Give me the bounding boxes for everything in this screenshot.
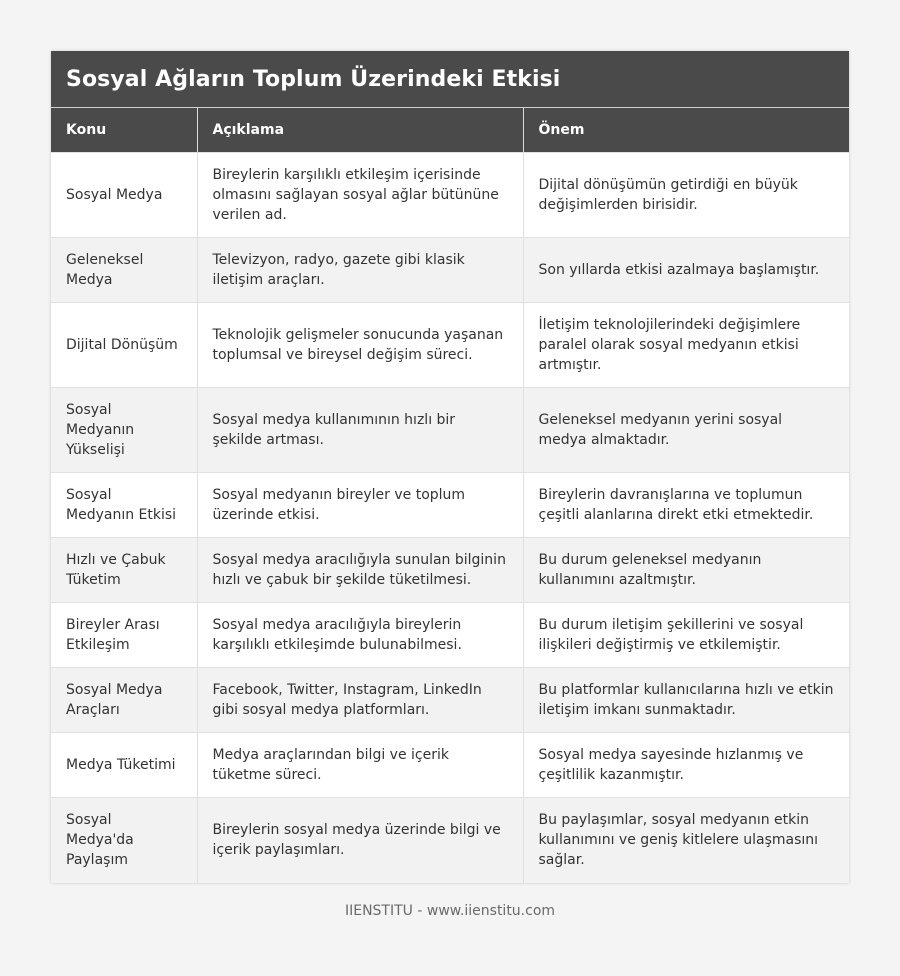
cell-aciklama: Sosyal medyanın bireyler ve toplum üzerinde etkisi. (197, 473, 523, 538)
table-row (51, 798, 849, 883)
table-row (51, 153, 849, 238)
cell-onem: İletişim teknolojilerindeki değişimlere paralel olarak sosyal medyanın etkisi artmıştır. (523, 303, 849, 388)
column-header-konu: Konu (51, 108, 197, 153)
cell-aciklama: Sosyal medya aracılığıyla bireylerin karşılıklı etkileşimde bulunabilmesi. (197, 603, 523, 668)
cell-konu: Geleneksel Medya (51, 238, 197, 303)
cell-konu: Sosyal Medya Araçları (51, 668, 197, 733)
cell-onem: Sosyal medya sayesinde hızlanmış ve çeşitlilik kazanmıştır. (523, 733, 849, 798)
cell-onem: Bireylerin davranışlarına ve toplumun çeşitli alanlarına direkt etki etmektedir. (523, 473, 849, 538)
table-card (51, 51, 849, 883)
table-row (51, 603, 849, 668)
table-row (51, 388, 849, 473)
cell-onem: Bu platformlar kullanıcılarına hızlı ve etkin iletişim imkanı sunmaktadır. (523, 668, 849, 733)
cell-onem: Bu durum iletişim şekillerini ve sosyal ilişkileri değiştirmiş ve etkilemiştir. (523, 603, 849, 668)
cell-aciklama: Teknolojik gelişmeler sonucunda yaşanan toplumsal ve bireysel değişim süreci. (197, 303, 523, 388)
table-title: Sosyal Ağların Toplum Üzerindeki Etkisi (51, 51, 849, 108)
cell-onem: Bu paylaşımlar, sosyal medyanın etkin kullanımını ve geniş kitlelere ulaşmasını sağlar. (523, 798, 849, 883)
cell-konu: Bireyler Arası Etkileşim (51, 603, 197, 668)
cell-onem: Bu durum geleneksel medyanın kullanımını azaltmıştır. (523, 538, 849, 603)
cell-onem: Son yıllarda etkisi azalmaya başlamıştır. (523, 238, 849, 303)
cell-aciklama: Bireylerin sosyal medya üzerinde bilgi ve içerik paylaşımları. (197, 798, 523, 883)
cell-aciklama: Televizyon, radyo, gazete gibi klasik iletişim araçları. (197, 238, 523, 303)
cell-konu: Sosyal Medya'da Paylaşım (51, 798, 197, 883)
cell-aciklama: Facebook, Twitter, Instagram, LinkedIn gibi sosyal medya platformları. (197, 668, 523, 733)
column-header-aciklama: Açıklama (197, 108, 523, 153)
cell-konu: Medya Tüketimi (51, 733, 197, 798)
column-header-onem: Önem (523, 108, 849, 153)
cell-konu: Sosyal Medyanın Etkisi (51, 473, 197, 538)
data-table (51, 108, 849, 883)
cell-onem: Geleneksel medyanın yerini sosyal medya almaktadır. (523, 388, 849, 473)
table-row (51, 473, 849, 538)
table-row (51, 668, 849, 733)
cell-aciklama: Sosyal medya kullanımının hızlı bir şekilde artması. (197, 388, 523, 473)
cell-onem: Dijital dönüşümün getirdiği en büyük değişimlerden birisidir. (523, 153, 849, 238)
cell-konu: Sosyal Medya (51, 153, 197, 238)
cell-aciklama: Medya araçlarından bilgi ve içerik tüketme süreci. (197, 733, 523, 798)
cell-aciklama: Sosyal medya aracılığıyla sunulan bilginin hızlı ve çabuk bir şekilde tüketilmesi. (197, 538, 523, 603)
cell-aciklama: Bireylerin karşılıklı etkileşim içerisinde olmasını sağlayan sosyal ağlar bütününe verilen ad. (197, 153, 523, 238)
cell-konu: Dijital Dönüşüm (51, 303, 197, 388)
header-row (51, 108, 849, 153)
footer-credit: IIENSTITU - www.iienstitu.com (344, 903, 556, 919)
table-row (51, 538, 849, 603)
table-row (51, 303, 849, 388)
table-row (51, 238, 849, 303)
cell-konu: Sosyal Medyanın Yükselişi (51, 388, 197, 473)
table-row (51, 733, 849, 798)
cell-konu: Hızlı ve Çabuk Tüketim (51, 538, 197, 603)
